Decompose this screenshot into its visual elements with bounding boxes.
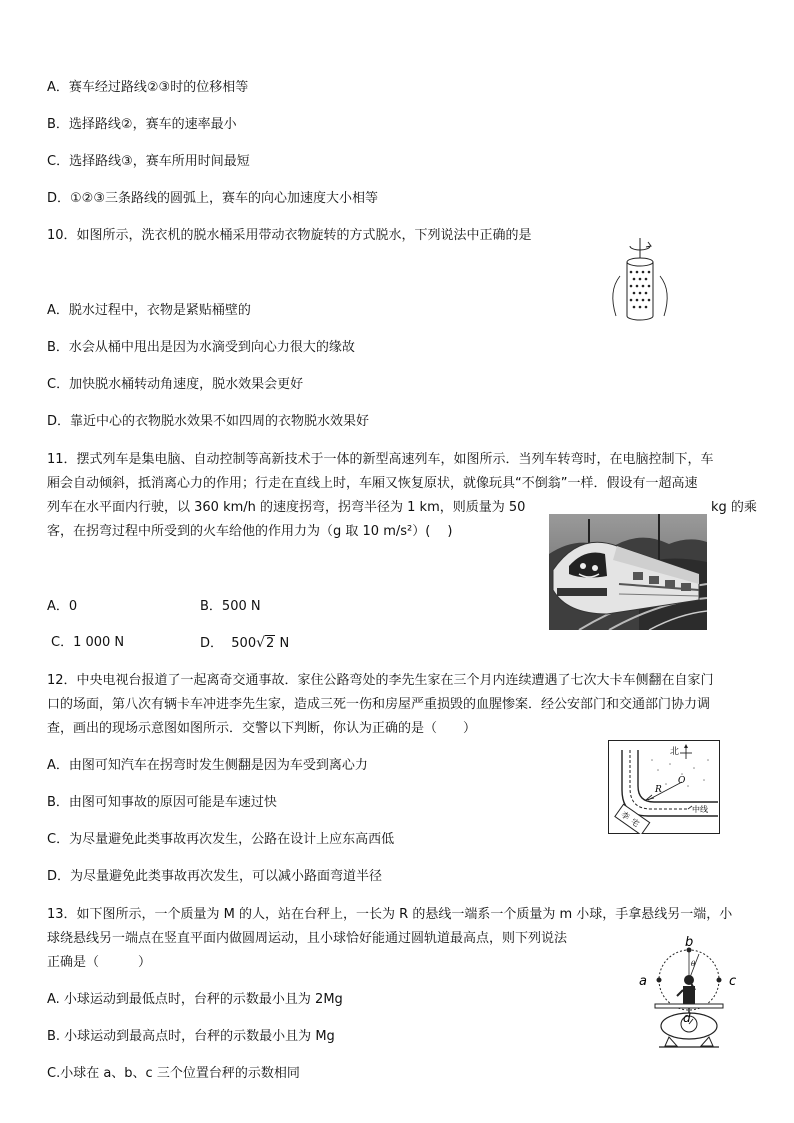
q12-option-d: D．为尽量避免此类事故再次发生，可以减小路面弯道半径 — [47, 869, 383, 884]
q11-option-a: A．0 — [47, 599, 78, 614]
q13-option-a: A. 小球运动到最低点时，台秤的示数最小且为 2Mg — [47, 992, 343, 1007]
q9-option-d: D．①②③三条路线的圆弧上，赛车的向心加速度大小相等 — [47, 191, 378, 206]
point-d-label: d — [683, 1011, 691, 1025]
q10-option-b: B．水会从桶中甩出是因为水滴受到向心力很大的缘故 — [47, 340, 355, 355]
q11-stem-line3: 列车在水平面内行驶，以 360 km/h 的速度拐弯，拐弯半径为 1 km，则质量为 50 — [47, 500, 526, 515]
q11-option-c: C．1 000 N — [51, 635, 125, 650]
q11-option-d-radicand: 2 — [266, 636, 275, 651]
q11-option-d-prefix: D． — [200, 636, 224, 651]
q10-option-c: C．加快脱水桶转动角速度，脱水效果会更好 — [47, 377, 304, 392]
q10-option-d: D．靠近中心的衣物脱水效果不如四周的衣物脱水效果好 — [47, 414, 370, 429]
q11-stem-line4: 客，在拐弯过程中所受到的火车给他的作用力为（g 取 10 m/s²）( ) — [47, 524, 453, 539]
q12-option-a: A．由图可知汽车在拐弯时发生侧翻是因为车受到离心力 — [47, 758, 368, 773]
point-b-label: b — [685, 936, 694, 950]
q11-stem-line1: 11．摆式列车是集电脑、自动控制等高新技术于一体的新型高速列车，如图所示．当列车转弯时，在电脑控制下，车 — [47, 452, 714, 467]
north-label: 北 — [670, 747, 680, 757]
q12-stem-line1: 12．中央电视台报道了一起离奇交通事故．家住公路弯处的李先生家在三个月内连续遭遇了七次大卡车侧翻在自家门 — [47, 673, 714, 688]
q13-stem-line2: 球绕悬线另一端点在竖直平面内做圆周运动，且小球恰好能通过圆轨道最高点，则下列说法 — [47, 931, 568, 946]
q11-option-b: B．500 N — [200, 599, 261, 614]
spin-dryer-figure — [600, 236, 690, 326]
radius-label: R — [655, 785, 662, 795]
theta-label: θ — [691, 960, 696, 968]
q10-option-a: A．脱水过程中，衣物是紧贴桶壁的 — [47, 303, 251, 318]
q10-stem: 10．如图所示，洗衣机的脱水桶采用带动衣物旋转的方式脱水，下列说法中正确的是 — [47, 228, 532, 243]
q11-stem-line2: 厢会自动倾斜，抵消离心力的作用；行走在直线上时，车厢又恢复原状，就像玩具“不倒翁”一样．假设有一超高速 — [47, 476, 698, 491]
q13-option-b: B. 小球运动到最高点时，台秤的示数最小且为 Mg — [47, 1029, 335, 1044]
q9-option-a: A．赛车经过路线②③时的位移相等 — [47, 80, 249, 95]
sqrt-icon: √ — [256, 635, 266, 651]
point-c-label: c — [729, 974, 737, 989]
q9-option-b: B．选择路线②，赛车的速率最小 — [47, 117, 237, 132]
center-label: O — [678, 776, 686, 786]
tilting-train-photo — [549, 514, 707, 630]
q13-stem-line3: 正确是（ ） — [47, 955, 152, 970]
house-label: 李宅 — [619, 809, 645, 831]
q11-option-d-number: 500 — [231, 636, 257, 651]
accident-scene-diagram — [608, 740, 720, 834]
center-line-label: 中线 — [692, 805, 708, 814]
q12-stem-line2: 口的场面，第八次有辆卡车冲进李先生家，造成三死一伤和房屋严重损毁的血腥惨案．经公安部门和交通部门协力调 — [47, 697, 711, 712]
circular-motion-scale-figure — [633, 936, 745, 1056]
q12-stem-line3: 查，画出的现场示意图如图所示．交警以下判断，你认为正确的是（ ） — [47, 721, 477, 736]
q11-stem-line3-end: kg 的乘 — [711, 500, 757, 515]
q11-option-d — [200, 634, 289, 653]
q13-option-c: C.小球在 a、b、c 三个位置台秤的示数相同 — [47, 1066, 300, 1081]
q13-stem-line1: 13．如下图所示，一个质量为 M 的人，站在台秤上，一长为 R 的悬线一端系一个质量为 m 小球，手拿悬线另一端，小 — [47, 907, 733, 922]
q12-option-c: C．为尽量避免此类事故再次发生，公路在设计上应东高西低 — [47, 832, 395, 847]
point-a-label: a — [639, 974, 647, 989]
q12-option-b: B．由图可知事故的原因可能是车速过快 — [47, 795, 277, 810]
q11-option-d-unit: N — [279, 636, 290, 651]
q9-option-c: C．选择路线③，赛车所用时间最短 — [47, 154, 250, 169]
